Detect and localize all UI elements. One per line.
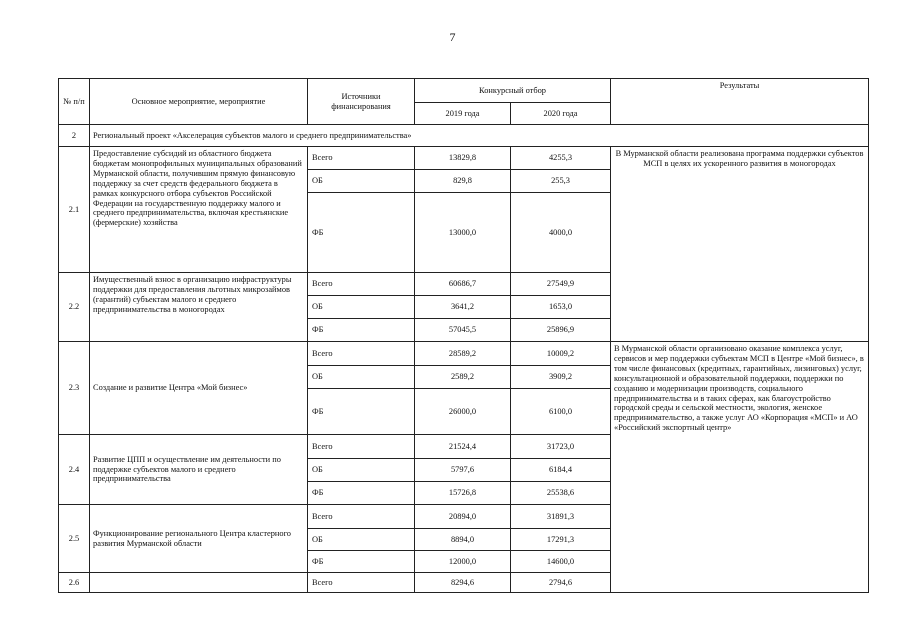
value-2019: 829,8	[415, 170, 511, 193]
header-year-2020: 2020 года	[511, 103, 611, 125]
value-2019: 28589,2	[415, 342, 511, 366]
section-row	[59, 125, 869, 147]
value-2020: 14600,0	[511, 551, 611, 573]
value-2019: 3641,2	[415, 296, 511, 319]
row-num: 2.1	[59, 147, 90, 273]
row-num: 2.5	[59, 505, 90, 573]
header-results: Результаты	[611, 79, 869, 125]
value-2020: 4255,3	[511, 147, 611, 170]
row-activity: Предоставление субсидий из областного бюджета бюджетам монопрофильных муниципальных образований Мурманской области, получившим прямую финансовую поддержку за счет средств федерального бюджета в рамках конкурсного отбора субъектов Российской Федерации на государственную поддержку малого и среднего предпринимательства, включая крестьянские (фермерские) хозяйства	[90, 147, 308, 273]
value-2020: 3909,2	[511, 366, 611, 389]
source-cell: ФБ	[308, 551, 415, 573]
source-cell: Всего	[308, 573, 415, 593]
row-activity	[90, 573, 308, 593]
source-cell: ОБ	[308, 529, 415, 551]
value-2020: 6184,4	[511, 459, 611, 482]
section-num: 2	[59, 125, 90, 147]
source-cell: Всего	[308, 435, 415, 459]
value-2019: 12000,0	[415, 551, 511, 573]
header-sources: Источники финансирования	[308, 79, 415, 125]
row-activity: Функционирование регионального Центра кластерного развития Мурманской области	[90, 505, 308, 573]
source-cell: ФБ	[308, 482, 415, 505]
value-2020: 4000,0	[511, 193, 611, 273]
value-2020: 17291,3	[511, 529, 611, 551]
source-cell: ФБ	[308, 319, 415, 342]
source-cell: Всего	[308, 273, 415, 296]
source-cell: ОБ	[308, 170, 415, 193]
header-year-2019: 2019 года	[415, 103, 511, 125]
header-num: № п/п	[59, 79, 90, 125]
source-cell: Всего	[308, 505, 415, 529]
value-2020: 31723,0	[511, 435, 611, 459]
source-cell: ФБ	[308, 193, 415, 273]
value-2020: 27549,9	[511, 273, 611, 296]
program-table	[58, 78, 869, 593]
value-2019: 13829,8	[415, 147, 511, 170]
value-2019: 8894,0	[415, 529, 511, 551]
source-cell: Всего	[308, 342, 415, 366]
value-2019: 15726,8	[415, 482, 511, 505]
value-2020: 255,3	[511, 170, 611, 193]
result-cell: В Мурманской области реализована программа поддержки субъектов МСП в целях их ускоренного развития в моногородах	[611, 147, 869, 342]
source-cell: ОБ	[308, 296, 415, 319]
value-2020: 6100,0	[511, 389, 611, 435]
table-row	[59, 147, 869, 170]
table-row	[59, 342, 869, 366]
row-num: 2.4	[59, 435, 90, 505]
source-cell: ФБ	[308, 389, 415, 435]
value-2019: 5797,6	[415, 459, 511, 482]
value-2019: 2589,2	[415, 366, 511, 389]
row-activity: Создание и развитие Центра «Мой бизнес»	[90, 342, 308, 435]
value-2020: 2794,6	[511, 573, 611, 593]
value-2020: 25896,9	[511, 319, 611, 342]
value-2019: 8294,6	[415, 573, 511, 593]
result-cell: В Мурманской области организовано оказание комплекса услуг, сервисов и мер поддержки субъектам МСП в Центре «Мой бизнес», в том числе финансовых (кредитных, гарантийных, лизинговых) услуг, консультационной и образовательной поддержки, поддержки по созданию и модернизации производств, социального предпринимательства и в таких сферах, как благоустройство городской среды и сельской местности, экология, женское предпринимательство, а также услуг АО «Корпорация «МСП» и АО «Российский экспортный центр»	[611, 342, 869, 593]
value-2019: 60686,7	[415, 273, 511, 296]
value-2019: 57045,5	[415, 319, 511, 342]
value-2019: 21524,4	[415, 435, 511, 459]
header-selection: Конкурсный отбор	[415, 79, 611, 103]
row-num: 2.2	[59, 273, 90, 342]
header-activity: Основное мероприятие, мероприятие	[90, 79, 308, 125]
row-num: 2.6	[59, 573, 90, 593]
row-num: 2.3	[59, 342, 90, 435]
source-cell: ОБ	[308, 366, 415, 389]
row-activity: Имущественный взнос в организацию инфраструктуры поддержки для предоставления льготных микрозаймов (гарантий) субъектам малого и среднего предпринимательства в моногородах	[90, 273, 308, 342]
value-2020: 25538,6	[511, 482, 611, 505]
value-2020: 1653,0	[511, 296, 611, 319]
value-2020: 10009,2	[511, 342, 611, 366]
source-cell: ОБ	[308, 459, 415, 482]
row-activity: Развитие ЦПП и осуществление им деятельности по поддержке субъектов малого и среднего предпринимательства	[90, 435, 308, 505]
header-row	[59, 79, 869, 103]
section-title: Региональный проект «Акселерация субъектов малого и среднего предпринимательства»	[90, 125, 869, 147]
page-number: 7	[449, 30, 456, 44]
value-2019: 13000,0	[415, 193, 511, 273]
value-2020: 31891,3	[511, 505, 611, 529]
source-cell: Всего	[308, 147, 415, 170]
value-2019: 26000,0	[415, 389, 511, 435]
value-2019: 20894,0	[415, 505, 511, 529]
